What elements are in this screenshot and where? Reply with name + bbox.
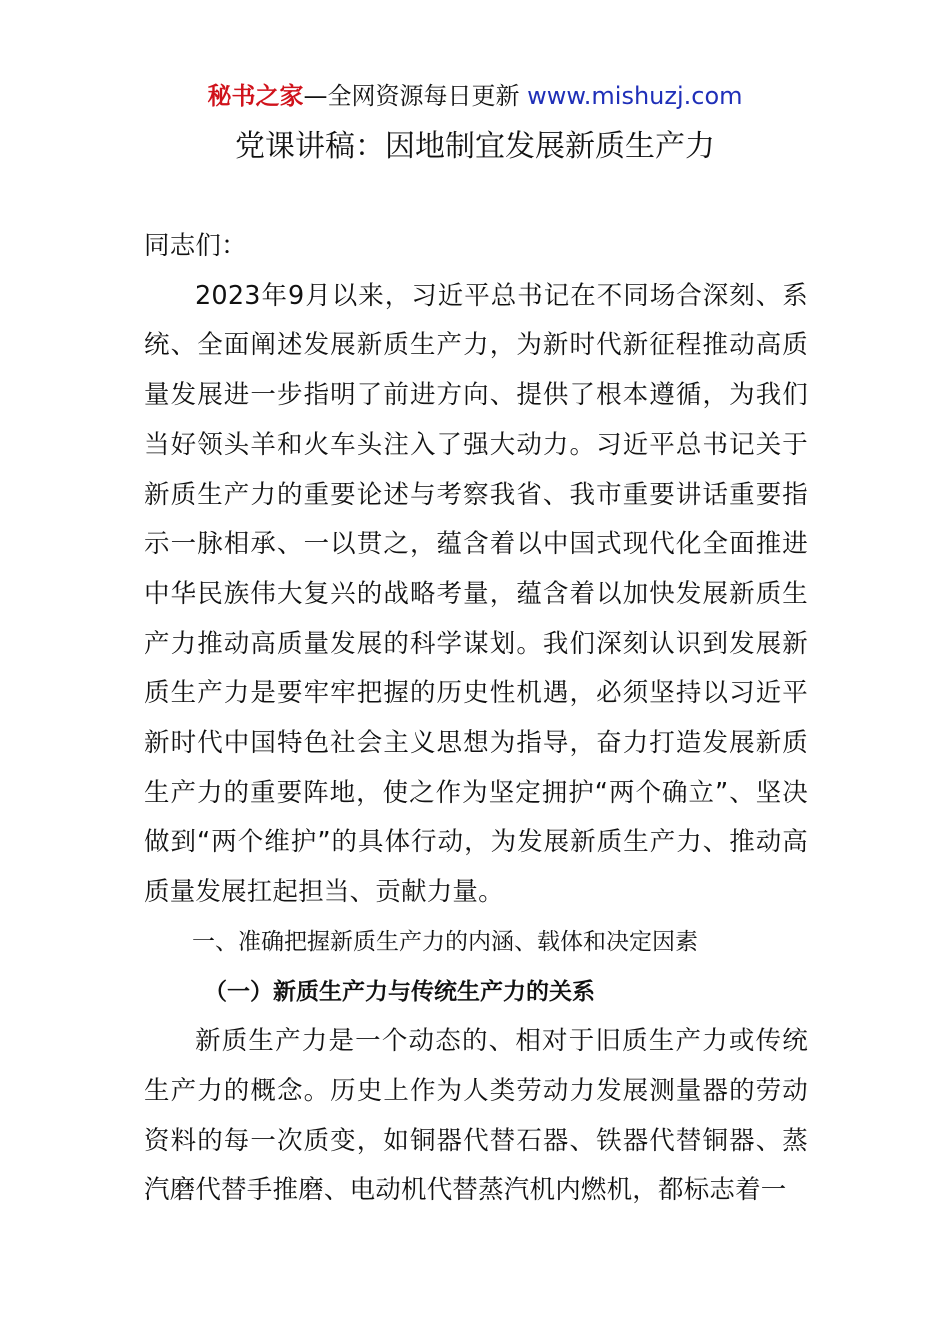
paragraph-intro: 2023年9月以来，习近平总书记在不同场合深刻、系统、全面阐述发展新质生产力，为新时代新征程推动高质量发展进一步指明了前进方向、提供了根本遵循，为我们当好领头羊和火车头注入了强大动力。习近平总书记关于新质生产力的重要论述与考察我省、我市重要讲话重要指示一脉相承、一以贯之，蕴含着以中国式现代化全面推进中华民族伟大复兴的战略考量，蕴含着以加快发展新质生产力推动高质量发展的科学谋划。我们深刻认识到发展新质生产力是要牢牢把握的历史性机遇，必须坚持以习近平新时代中国特色社会主义思想为指导，奋力打造发展新质生产力的重要阵地，使之作为坚定拥护“两个确立”、坚决做到“两个维护”的具体行动，为发展新质生产力、推动高质量发展扛起担当、贡献力量。 [144,280,808,908]
section-heading: 一、准确把握新质生产力的内涵、载体和决定因素 [192,928,698,955]
subsection-heading: （一）新质生产力与传统生产力的关系 [204,978,595,1005]
brand-name: 秘书之家 [207,82,304,110]
document-body [144,222,808,1216]
site-banner [0,80,950,112]
paragraph-body: 新质生产力是一个动态的、相对于旧质生产力或传统生产力的概念。历史上作为人类劳动力发展测量器的劳动资料的每一次质变，如铜器代替石器、铁器代替铜器、蒸汽磨代替手推磨、电动机代替蒸汽机内燃机，都标志着一 [144,1026,808,1206]
site-url[interactable]: www.mishuzj.com [527,82,743,110]
banner-tagline: —全网资源每日更新 [303,82,520,110]
salutation: 同志们： [144,231,247,261]
document-title: 党课讲稿：因地制宜发展新质生产力 [235,129,715,164]
